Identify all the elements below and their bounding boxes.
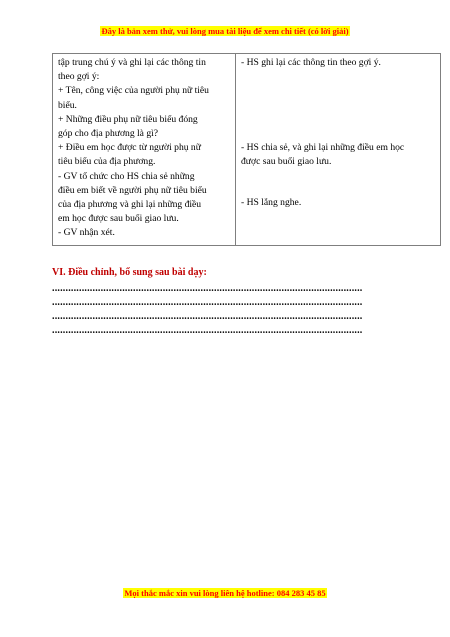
table-row — [53, 54, 441, 246]
teacher-line: góp cho địa phương là gì? — [58, 128, 159, 140]
preview-notice-text: Đây là bản xem thử, vui lòng mua tài liệu để xem chi tiết (có lời giải) — [101, 26, 349, 36]
teacher-line: - GV tổ chức cho HS chia sẻ những — [58, 170, 195, 182]
teacher-line: - GV nhận xét. — [58, 227, 115, 239]
teacher-line: em học được sau buổi giao lưu. — [58, 213, 179, 225]
teacher-line: tập trung chú ý và ghi lại các thông tin — [58, 57, 206, 68]
dotted-writing-line: ................................................................................................................... — [52, 297, 363, 308]
student-activity-cell — [236, 54, 441, 246]
preview-notice-banner — [0, 26, 450, 36]
teacher-line: theo gợi ý: — [58, 71, 100, 83]
dotted-writing-line: ................................................................................................................... — [52, 283, 363, 294]
section-heading: VI. Điều chỉnh, bổ sung sau bài dạy: — [52, 267, 207, 278]
student-activity-listen: - HS lắng nghe. — [241, 196, 302, 208]
teacher-line: của địa phương và ghi lại những điều — [58, 199, 202, 211]
teacher-line: biểu. — [58, 99, 77, 111]
hotline-footer-banner — [0, 588, 450, 598]
dotted-writing-line: ................................................................................................................... — [52, 311, 363, 322]
hotline-footer-text: Mọi thắc mắc xin vui lòng liên hệ hotline: 084 283 45 85 — [124, 588, 326, 598]
teacher-activity-cell — [53, 54, 236, 246]
dotted-writing-line: ................................................................................................................... — [52, 325, 363, 336]
student-activity-record: - HS ghi lại các thông tin theo gợi ý. — [241, 57, 381, 68]
teacher-line: + Tên, công việc của người phụ nữ tiêu — [58, 85, 209, 97]
teacher-line: + Điều em học được từ người phụ nữ — [58, 142, 201, 154]
teacher-line: điều em biết về người phụ nữ tiêu biểu — [58, 184, 207, 196]
student-activity-share-line: - HS chia sẻ, và ghi lại những điều em học — [241, 142, 405, 154]
teacher-line: tiêu biểu của địa phương. — [58, 156, 156, 168]
teacher-line: + Những điều phụ nữ tiêu biểu đóng — [58, 113, 198, 125]
student-activity-share-line: được sau buổi giao lưu. — [241, 156, 332, 168]
lesson-activity-table — [52, 53, 441, 246]
